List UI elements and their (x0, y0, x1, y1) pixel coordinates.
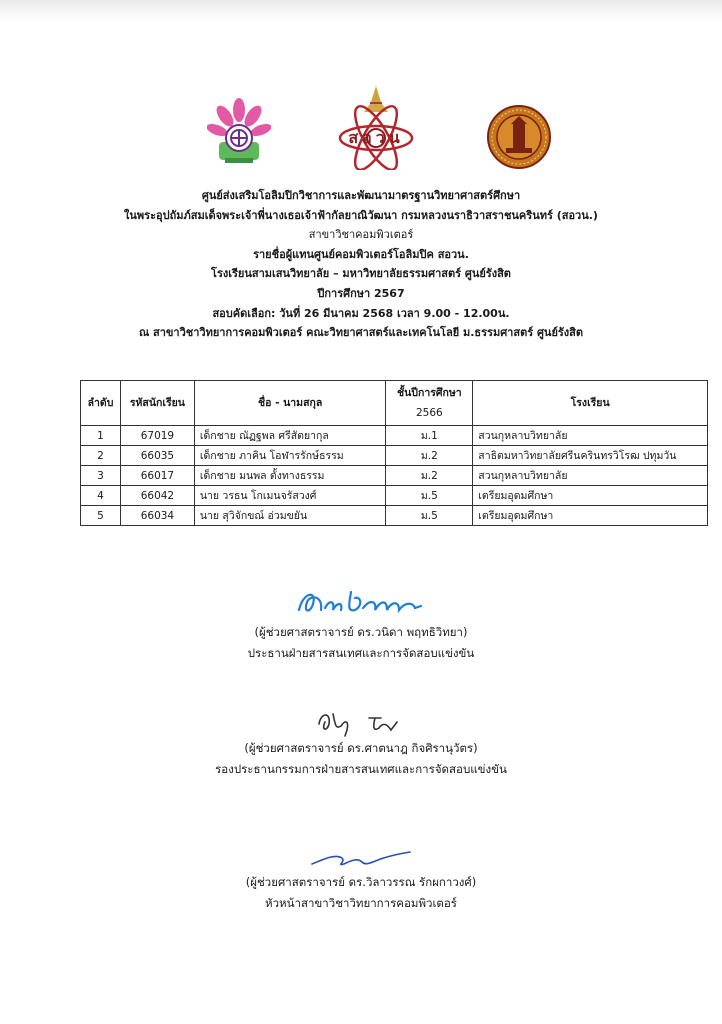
cell-no: 1 (81, 426, 121, 446)
header-line-exam-date: สอบคัดเลือก: วันที่ 26 มีนาคม 2568 เวลา 9.00 - 12.00น. (212, 306, 510, 320)
table-row (81, 486, 708, 506)
thammasat-university-seal-icon (486, 104, 552, 170)
document-header (0, 186, 722, 343)
table-header-row (81, 381, 708, 426)
header-line-patronage: ในพระอุปถัมภ์สมเด็จพระเจ้าพี่นางเธอเจ้าฟ้ากัลยาณิวัฒนา กรมหลวงนราธิวาสราชนครินทร์ (สอวน.) (124, 208, 598, 222)
cell-no: 3 (81, 466, 121, 486)
cell-school: เตรียมอุดมศึกษา (473, 486, 708, 506)
samsen-school-emblem-icon (207, 96, 271, 168)
cell-name: นาย วรธน โกเมนจรัสวงศ์ (194, 486, 386, 506)
cell-student-id: 66017 (120, 466, 194, 486)
cell-school: เตรียมอุดมศึกษา (473, 506, 708, 526)
cell-name: นาย สุวิจักขณ์ อ่วมขยัน (194, 506, 386, 526)
header-line-center: ศูนย์ส่งเสริมโอลิมปิกวิชาการและพัฒนามาตรฐานวิทยาศาสตร์ศึกษา (201, 189, 521, 202)
cell-grade: ม.1 (386, 426, 473, 446)
header-grade-year: 2566 (415, 407, 443, 419)
header-line-field: สาขาวิชาคอมพิวเตอร์ (308, 228, 414, 242)
header-line-location: ณ สาขาวิชาวิทยาการคอมพิวเตอร์ คณะวิทยาศาสตร์และเทคโนโลยี ม.ธรรมศาสตร์ ศูนย์รังสิต (138, 326, 584, 340)
cell-name: เด็กชาย ภาคิน โอฬารรักษ์ธรรม (194, 446, 386, 466)
cell-no: 5 (81, 506, 121, 526)
header-no: ลำดับ (81, 381, 121, 426)
posn-atom-emblem-icon (336, 84, 416, 170)
header-student-id: รหัสนักเรียน (120, 381, 194, 426)
header-line-venue: โรงเรียนสามเสนวิทยาลัย – มหาวิทยาลัยธรรมศาสตร์ ศูนย์รังสิต (211, 267, 511, 281)
cell-grade: ม.5 (386, 506, 473, 526)
table-row (81, 506, 708, 526)
cell-grade: ม.2 (386, 466, 473, 486)
signatory-name: (ผู้ช่วยศาสตราจารย์ ดร.วิลาวรรณ รักผกาวงศ์) (245, 875, 477, 889)
scan-edge-shadow (0, 0, 722, 22)
header-line-academic-year: ปีการศึกษา 2567 (317, 286, 405, 300)
cell-grade: ม.5 (386, 486, 473, 506)
header-grade-label: ชั้นปีการศึกษา (397, 387, 462, 399)
cell-no: 4 (81, 486, 121, 506)
representatives-table (80, 380, 708, 526)
cell-school: สวนกุหลาบวิทยาลัย (473, 426, 708, 446)
header-line-list-title: รายชื่อผู้แทนศูนย์คอมพิวเตอร์โอลิมปิค สอวน. (253, 247, 469, 261)
cell-student-id: 66034 (120, 506, 194, 526)
cell-school: สวนกุหลาบวิทยาลัย (473, 466, 708, 486)
table-row (81, 466, 708, 486)
posn-logo-text: สอวน (348, 128, 404, 147)
handwritten-signature-icon (306, 844, 416, 872)
cell-student-id: 66042 (120, 486, 194, 506)
cell-student-id: 66035 (120, 446, 194, 466)
signatory-name: (ผู้ช่วยศาสตราจารย์ ดร.ศาตนาฎ กิจศิรานุวัตร) (244, 741, 478, 755)
handwritten-signature-icon (291, 584, 431, 622)
header-grade (386, 381, 473, 426)
table-row (81, 446, 708, 466)
signature-block-chair (0, 584, 722, 664)
cell-no: 2 (81, 446, 121, 466)
cell-name: เด็กชาย มนพล ตั้งทางธรรม (194, 466, 386, 486)
cell-student-id: 67019 (120, 426, 194, 446)
signatory-title: หัวหน้าสาขาวิชาวิทยาการคอมพิวเตอร์ (265, 896, 457, 910)
signature-block-department-head (0, 844, 722, 914)
cell-name: เด็กชาย ณัฏฐพล ศรีสัตยากุล (194, 426, 386, 446)
signatory-title: ประธานฝ่ายสารสนเทศและการจัดสอบแข่งขัน (247, 646, 475, 660)
table-row (81, 426, 708, 446)
signatory-name: (ผู้ช่วยศาสตราจารย์ ดร.วนิดา พฤทธิวิทยา) (254, 625, 468, 639)
cell-grade: ม.2 (386, 446, 473, 466)
handwritten-signature-icon (311, 704, 411, 738)
cell-school: สาธิตมหาวิทยาลัยศรีนครินทรวิโรฒ ปทุมวัน (473, 446, 708, 466)
signatory-title: รองประธานกรรมการฝ่ายสารสนเทศและการจัดสอบแข่งขัน (215, 762, 507, 776)
header-name: ชื่อ - นามสกุล (194, 381, 386, 426)
header-school: โรงเรียน (473, 381, 708, 426)
signature-block-vice-chair (0, 704, 722, 780)
